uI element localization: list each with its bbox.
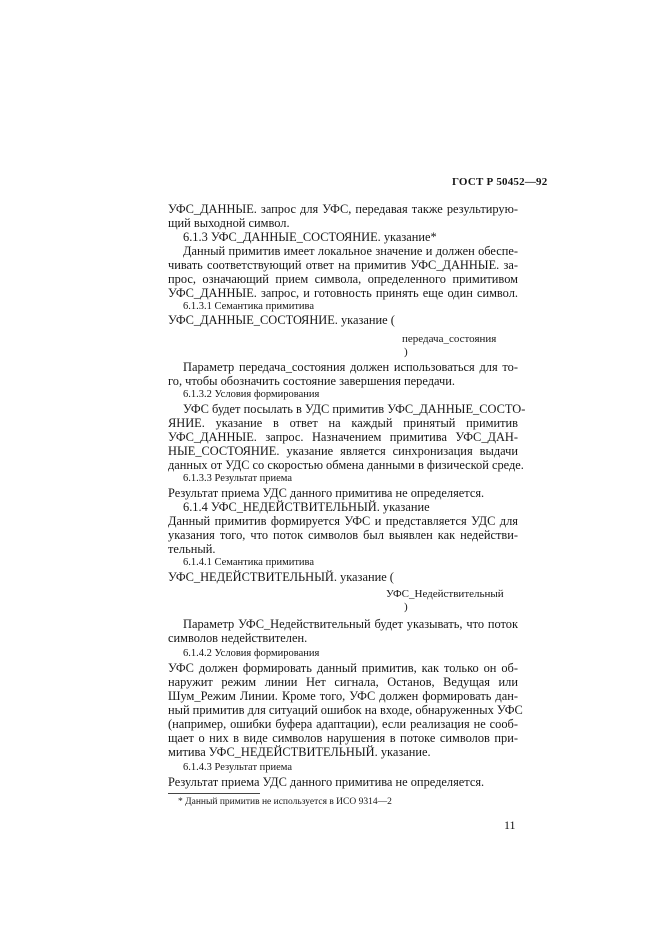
text-line: Шум_Режим Линии. Кроме того, УФС должен формировать дан- [168,689,518,703]
text-line: данных от УДС со скоростью обмена данными в физической среде. [168,458,524,472]
text-line: символов недействителен. [168,631,308,645]
text-line: щий выходной символ. [168,216,290,230]
primitive-syntax: УФС_ДАННЫЕ_СОСТОЯНИЕ. указание ( [168,313,395,327]
text-line: митива УФС_НЕДЕЙСТВИТЕЛЬНЫЙ. указание. [168,745,431,759]
text-line: Параметр передача_состояния должен использоваться для то- [183,360,518,374]
section-heading: 6.1.3 УФС_ДАННЫЕ_СОСТОЯНИЕ. указание* [183,230,437,244]
footnote: * Данный примитив не используется в ИСО 9314—2 [178,797,392,807]
text-line: Данный примитив имеет локальное значение и должен обеспе- [183,244,518,258]
primitive-syntax: УФС_НЕДЕЙСТВИТЕЛЬНЫЙ. указание ( [168,570,394,584]
text-line: ЯНИЕ. указание в ответ на каждый принятый примитив [168,416,518,430]
section-heading: 6.1.4 УФС_НЕДЕЙСТВИТЕЛЬНЫЙ. указание [183,500,430,514]
text-line: Результат приема УДС данного примитива не определяется. [168,775,485,789]
closing-paren: ) [404,346,408,358]
document-header: ГОСТ Р 50452—92 [452,176,548,188]
section-heading: 6.1.3.3 Результат приема [183,473,293,484]
primitive-parameter: передача_состояния [402,333,497,345]
section-heading: 6.1.4.2 Условия формирования [183,648,320,659]
text-line: УФС должен формировать данный примитив, как только он об- [168,661,518,675]
text-line: ный примитив для ситуаций ошибок на входе, обнаруженных УФС [168,703,523,717]
section-heading: 6.1.3.2 Условия формирования [183,389,320,400]
text-line: УФС будет посылать в УДС примитив УФС_ДАННЫЕ_СОСТО- [183,402,526,416]
text-line: наружит режим линии Нет сигнала, Останов, Ведущая или [168,675,518,689]
text-line: тельный. [168,542,216,556]
text-line: Результат приема УДС данного примитива не определяется. [168,486,485,500]
text-line: щает о них в виде символов нарушения в потоке символов при- [168,731,518,745]
text-line: Параметр УФС_Недействительный будет указывать, что поток [183,617,518,631]
text-line: (например, ошибки буфера адаптации), если реализация не сооб- [168,717,518,731]
text-line: Данный примитив формируется УФС и представляется УДС для [168,514,518,528]
text-line: прос, означающий прием символа, определенного примитивом [168,272,518,286]
closing-paren: ) [404,601,408,613]
primitive-parameter: УФС_Недействительный [386,588,504,600]
text-line: УФС_ДАННЫЕ. запрос для УФС, передавая также результирую- [168,202,518,216]
section-heading: 6.1.3.1 Семантика примитива [183,301,315,312]
footnote-rule [168,793,260,794]
text-line: го, чтобы обозначить состояние завершения передачи. [168,374,455,388]
text-line: УФС_ДАННЫЕ. запрос. Назначением примитива УФС_ДАН- [168,430,518,444]
section-heading: 6.1.4.1 Семантика примитива [183,557,315,568]
text-line: УФС_ДАННЫЕ. запрос, и готовность принять еще один символ. [168,286,518,300]
section-heading: 6.1.4.3 Результат приема [183,762,293,773]
text-line: чивать соответствующий ответ на примитив УФС_ДАННЫЕ. за- [168,258,518,272]
text-line: НЫЕ_СОСТОЯНИЕ. указание является синхронизация выдачи [168,444,518,458]
page-number: 11 [504,818,516,832]
text-line: указания того, что поток символов был выявлен как недействи- [168,528,518,542]
